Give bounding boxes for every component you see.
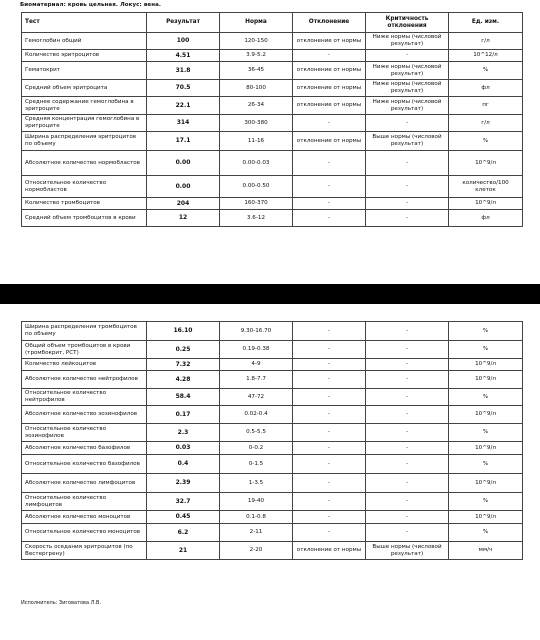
table-row	[22, 80, 523, 97]
result-value-cell: 0.4	[147, 455, 220, 474]
criticality-cell: -	[366, 493, 449, 511]
result-value-cell: 21	[147, 542, 220, 560]
deviation-cell: отклонение от нормы	[293, 80, 366, 97]
table-row	[22, 322, 523, 341]
criticality-cell: -	[366, 322, 449, 341]
unit-cell: мм/ч	[449, 542, 523, 560]
result-value-cell: 204	[147, 198, 220, 210]
norm-cell: 2-20	[220, 542, 293, 560]
test-name-cell: Ширина распределения эритроцитов по объему	[22, 132, 147, 151]
deviation-cell: -	[293, 389, 366, 406]
deviation-cell: -	[293, 115, 366, 132]
criticality-cell: Ниже нормы (числовой результат)	[366, 97, 449, 115]
table-row	[22, 210, 523, 227]
unit-cell: %	[449, 341, 523, 359]
unit-cell: %	[449, 493, 523, 511]
deviation-cell: -	[293, 511, 366, 524]
unit-cell: фл	[449, 80, 523, 97]
test-name-cell: Средний объем эритроцита	[22, 80, 147, 97]
result-value-cell: 32.7	[147, 493, 220, 511]
test-name-cell: Абсолютное количество лимфоцитов	[22, 474, 147, 493]
table-row	[22, 474, 523, 493]
norm-cell: 26-34	[220, 97, 293, 115]
criticality-cell: -	[366, 424, 449, 442]
test-name-cell: Абсолютное количество нормобластов	[22, 151, 147, 176]
norm-cell: 160-370	[220, 198, 293, 210]
test-name-cell: Абсолютное количество нейтрофилов	[22, 371, 147, 389]
criticality-cell: -	[366, 359, 449, 371]
test-name-cell: Гематокрит	[22, 62, 147, 80]
norm-cell: 47-72	[220, 389, 293, 406]
test-name-cell: Общий объем тромбоцитов в крови (тромбокрит, PCT)	[22, 341, 147, 359]
deviation-cell: -	[293, 198, 366, 210]
criticality-cell: -	[366, 406, 449, 424]
unit-cell: %	[449, 322, 523, 341]
unit-cell: г/л	[449, 33, 523, 50]
table-row	[22, 115, 523, 132]
norm-cell: 4-9	[220, 359, 293, 371]
unit-cell: 10^9/л	[449, 474, 523, 493]
criticality-cell: Ниже нормы (числовой результат)	[366, 33, 449, 50]
deviation-cell: -	[293, 210, 366, 227]
results-table-1	[21, 12, 523, 227]
test-name-cell: Среднее содержание гемоглобина в эритроците	[22, 97, 147, 115]
criticality-cell: -	[366, 151, 449, 176]
test-name-cell: Количество тромбоцитов	[22, 198, 147, 210]
deviation-cell: -	[293, 524, 366, 542]
norm-cell: 0-0.2	[220, 442, 293, 455]
result-value-cell: 0.17	[147, 406, 220, 424]
deviation-cell: -	[293, 442, 366, 455]
test-name-cell: Относительное количество моноцитов	[22, 524, 147, 542]
norm-cell: 0.02-0.4	[220, 406, 293, 424]
table-row	[22, 33, 523, 50]
table-row	[22, 442, 523, 455]
norm-cell: 0.00-0.50	[220, 176, 293, 198]
column-header-test: Тест	[22, 13, 147, 33]
table-row	[22, 424, 523, 442]
table-row	[22, 176, 523, 198]
norm-cell: 120-150	[220, 33, 293, 50]
test-name-cell: Количество эритроцитов	[22, 50, 147, 62]
norm-cell: 36-45	[220, 62, 293, 80]
report-header: Биоматериал: кровь цельная. Локус: вена.	[20, 2, 162, 8]
unit-cell: количество/100 клеток	[449, 176, 523, 198]
criticality-cell: -	[366, 50, 449, 62]
result-value-cell: 22.1	[147, 97, 220, 115]
result-value-cell: 4.28	[147, 371, 220, 389]
criticality-cell: -	[366, 371, 449, 389]
deviation-cell: -	[293, 176, 366, 198]
deviation-cell: -	[293, 371, 366, 389]
deviation-cell: -	[293, 455, 366, 474]
unit-cell: %	[449, 524, 523, 542]
result-value-cell: 0.03	[147, 442, 220, 455]
criticality-cell: -	[366, 198, 449, 210]
norm-cell: 1.8-7.7	[220, 371, 293, 389]
unit-cell: %	[449, 424, 523, 442]
unit-cell: пг	[449, 97, 523, 115]
table-row	[22, 389, 523, 406]
unit-cell: 10^12/л	[449, 50, 523, 62]
criticality-cell: -	[366, 455, 449, 474]
norm-cell: 0.5-5.5	[220, 424, 293, 442]
result-value-cell: 0.45	[147, 511, 220, 524]
deviation-cell: отклонение от нормы	[293, 62, 366, 80]
table-row	[22, 542, 523, 560]
table-row	[22, 524, 523, 542]
test-name-cell: Относительное количество эозинофилов	[22, 424, 147, 442]
test-name-cell: Относительное количество лимфоцитов	[22, 493, 147, 511]
table-row	[22, 359, 523, 371]
table-header-row	[22, 13, 523, 33]
test-name-cell: Абсолютное количество эозинофилов	[22, 406, 147, 424]
test-name-cell: Количество лейкоцитов	[22, 359, 147, 371]
table-row	[22, 198, 523, 210]
norm-cell: 3.6-12	[220, 210, 293, 227]
unit-cell: 10^9/л	[449, 151, 523, 176]
result-value-cell: 12	[147, 210, 220, 227]
table-row	[22, 151, 523, 176]
deviation-cell: -	[293, 50, 366, 62]
criticality-cell: -	[366, 176, 449, 198]
result-value-cell: 7.32	[147, 359, 220, 371]
table-row	[22, 511, 523, 524]
result-value-cell: 70.5	[147, 80, 220, 97]
norm-cell: 0-1.5	[220, 455, 293, 474]
criticality-cell: -	[366, 524, 449, 542]
column-header-deviation: Отклонение	[293, 13, 366, 33]
table-row	[22, 132, 523, 151]
column-header-criticality: Критичность отклонения	[366, 13, 449, 33]
unit-cell: 10^9/л	[449, 406, 523, 424]
criticality-cell: -	[366, 341, 449, 359]
deviation-cell: -	[293, 341, 366, 359]
result-value-cell: 31.8	[147, 62, 220, 80]
test-name-cell: Гемоглобин общий	[22, 33, 147, 50]
table-row	[22, 62, 523, 80]
norm-cell: 1-3.5	[220, 474, 293, 493]
test-name-cell: Ширина распределения тромбоцитов по объему	[22, 322, 147, 341]
unit-cell: 10^9/л	[449, 442, 523, 455]
column-header-unit: Ед. изм.	[449, 13, 523, 33]
deviation-cell: отклонение от нормы	[293, 132, 366, 151]
result-value-cell: 17.1	[147, 132, 220, 151]
test-name-cell: Абсолютное количество моноцитов	[22, 511, 147, 524]
criticality-cell: -	[366, 442, 449, 455]
criticality-cell: -	[366, 474, 449, 493]
deviation-cell: -	[293, 474, 366, 493]
norm-cell: 0.1-0.8	[220, 511, 293, 524]
unit-cell: фл	[449, 210, 523, 227]
result-value-cell: 4.51	[147, 50, 220, 62]
unit-cell: 10^9/л	[449, 371, 523, 389]
unit-cell: %	[449, 62, 523, 80]
results-table-2	[21, 321, 523, 560]
deviation-cell: отклонение от нормы	[293, 542, 366, 560]
test-name-cell: Средний объем тромбоцитов в крови	[22, 210, 147, 227]
table-row	[22, 455, 523, 474]
result-value-cell: 0.00	[147, 176, 220, 198]
norm-cell: 2-11	[220, 524, 293, 542]
column-header-norm: Норма	[220, 13, 293, 33]
unit-cell: 10^9/л	[449, 198, 523, 210]
norm-cell: 80-100	[220, 80, 293, 97]
deviation-cell: -	[293, 406, 366, 424]
criticality-cell: -	[366, 115, 449, 132]
test-name-cell: Скорость оседания эритроцитов (по Вестергрену)	[22, 542, 147, 560]
test-name-cell: Относительное количество нормобластов	[22, 176, 147, 198]
criticality-cell: -	[366, 210, 449, 227]
result-value-cell: 314	[147, 115, 220, 132]
criticality-cell: Выше нормы (числовой результат)	[366, 542, 449, 560]
result-value-cell: 16.10	[147, 322, 220, 341]
norm-cell: 9.30-16.70	[220, 322, 293, 341]
result-value-cell: 58.4	[147, 389, 220, 406]
deviation-cell: -	[293, 322, 366, 341]
criticality-cell: -	[366, 389, 449, 406]
norm-cell: 300-380	[220, 115, 293, 132]
norm-cell: 0.19-0.38	[220, 341, 293, 359]
criticality-cell: -	[366, 511, 449, 524]
unit-cell: %	[449, 389, 523, 406]
table-row	[22, 406, 523, 424]
norm-cell: 19-40	[220, 493, 293, 511]
deviation-cell: -	[293, 424, 366, 442]
footer-executor: Исполнитель: Зиговатова Л.В.	[21, 600, 102, 606]
column-header-result: Результат	[147, 13, 220, 33]
result-value-cell: 6.2	[147, 524, 220, 542]
table-row	[22, 50, 523, 62]
deviation-cell: -	[293, 359, 366, 371]
black-separator-bar	[0, 284, 540, 304]
table-row	[22, 371, 523, 389]
norm-cell: 3.9-5.2	[220, 50, 293, 62]
unit-cell: г/л	[449, 115, 523, 132]
result-value-cell: 2.39	[147, 474, 220, 493]
test-name-cell: Относительное количество базофилов	[22, 455, 147, 474]
table-row	[22, 97, 523, 115]
unit-cell: 10^9/л	[449, 511, 523, 524]
test-name-cell: Абсолютное количество базофилов	[22, 442, 147, 455]
result-value-cell: 0.25	[147, 341, 220, 359]
result-value-cell: 100	[147, 33, 220, 50]
norm-cell: 0.00-0.03	[220, 151, 293, 176]
result-value-cell: 2.3	[147, 424, 220, 442]
unit-cell: 10^9/л	[449, 359, 523, 371]
deviation-cell: -	[293, 151, 366, 176]
unit-cell: %	[449, 132, 523, 151]
unit-cell: %	[449, 455, 523, 474]
criticality-cell: Ниже нормы (числовой результат)	[366, 62, 449, 80]
norm-cell: 11-16	[220, 132, 293, 151]
result-value-cell: 0.00	[147, 151, 220, 176]
table-row	[22, 493, 523, 511]
deviation-cell: отклонение от нормы	[293, 33, 366, 50]
deviation-cell: -	[293, 493, 366, 511]
deviation-cell: отклонение от нормы	[293, 97, 366, 115]
table-row	[22, 341, 523, 359]
criticality-cell: Выше нормы (числовой результат)	[366, 132, 449, 151]
criticality-cell: Ниже нормы (числовой результат)	[366, 80, 449, 97]
test-name-cell: Средняя концентрация гемоглобина в эритроците	[22, 115, 147, 132]
test-name-cell: Относительное количество нейтрофилов	[22, 389, 147, 406]
